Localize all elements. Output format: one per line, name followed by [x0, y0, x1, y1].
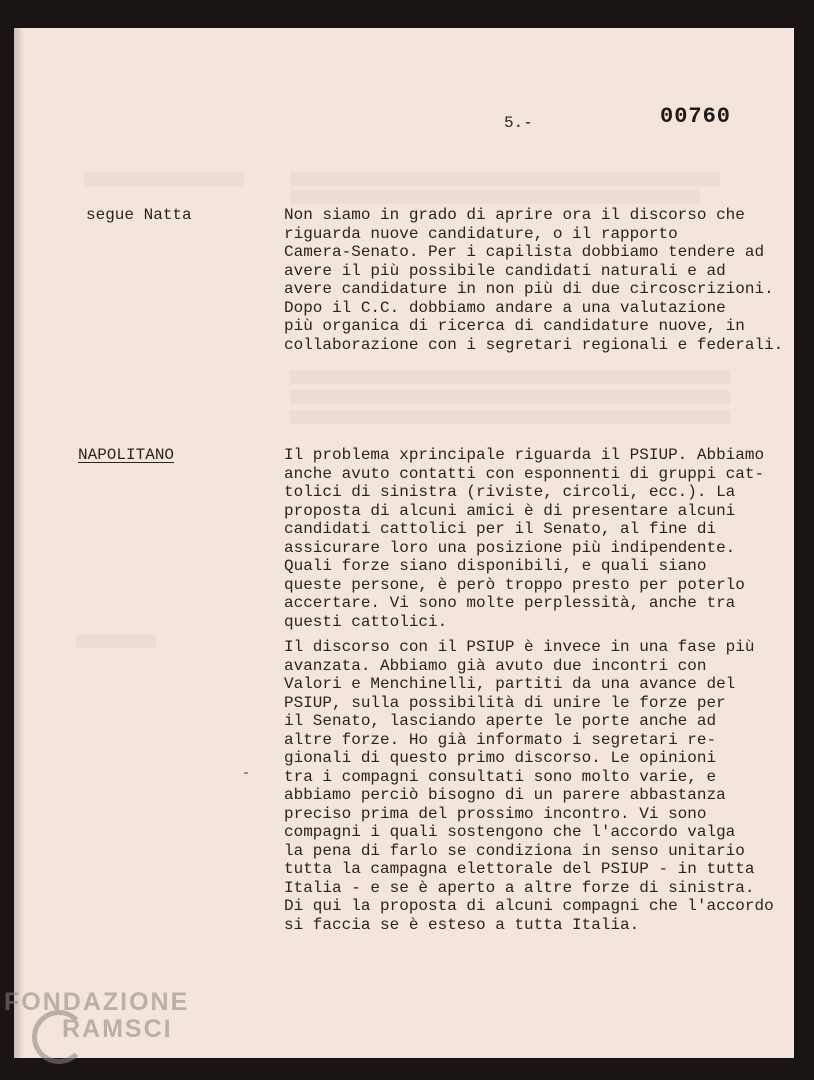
watermark-line-1: FONDAZIONE: [4, 988, 190, 1016]
g-logo-icon: [32, 1010, 86, 1064]
speaker-label-napolitano: NAPOLITANO: [78, 446, 175, 464]
archive-watermark-logo: [4, 988, 189, 1044]
document-number: 00760: [660, 104, 732, 129]
speaker-label-natta: segue Natta: [86, 206, 192, 224]
napolitano-paragraph-2: Il discorso con il PSIUP è invece in una fase più avanzata. Abbiamo già avuto due incontri con Valori e Menchinelli, partiti da una avance del PSIUP, sulla possibilità di unire le forze per il Senato, lasciando aperte le porte anche ad altre forze. Ho già informato i segretari re- gionali di questo primo discorso. Le opinioni tra i compagni consultati sono molto varie, e abbiamo perciò bisogno di un parere abbastanza preciso prima del prossimo incontro. Vi sono compagni i quali sostengono che l'accordo valga la pena di farlo se condiziona in senso unitario tutta la campagna elettorale del PSIUP - in tutta Italia - e se è aperto a altre forze di sinistra. Di qui la proposta di alcuni compagni che l'accordo si faccia se è esteso a tutta Italia.: [284, 638, 774, 934]
bleed-through-mark: [290, 390, 730, 404]
paper-edge: [14, 28, 24, 1058]
napolitano-paragraph-1: Il problema xprincipale riguarda il PSIUP. Abbiamo anche avuto contatti con esponnenti di gruppi cat- tolici di sinistra (riviste, circoli, ecc.). La proposta di alcuni amici è di presentare alcuni candidati cattolici per il Senato, al fine di assicurare loro una posizione più indipendente. Quali forze siano disponibili, e quali siano queste persone, è però troppo presto per poterlo accertare. Vi sono molte perplessità, anche tra questi cattolici.: [284, 446, 765, 631]
bleed-through-mark: [84, 172, 244, 186]
page-number: 5.-: [504, 114, 533, 132]
margin-mark: [244, 772, 248, 774]
bleed-through-mark: [76, 634, 156, 648]
natta-paragraph: Non siamo in grado di aprire ora il discorso che riguarda nuove candidature, o il rapporto Camera-Senato. Per i capilista dobbiamo tendere ad avere il più possibile candidati naturali e ad avere candidature in non più di due circoscrizioni. Dopo il C.C. dobbiamo andare a una valutazione più organica di ricerca di candidature nuove, in collaborazione con i segretari regionali e federali.: [284, 206, 784, 354]
bleed-through-mark: [290, 190, 700, 204]
bleed-through-mark: [290, 172, 720, 186]
bleed-through-mark: [290, 410, 730, 424]
watermark-line-2: RAMSCI: [62, 1015, 173, 1043]
bleed-through-mark: [290, 370, 730, 384]
